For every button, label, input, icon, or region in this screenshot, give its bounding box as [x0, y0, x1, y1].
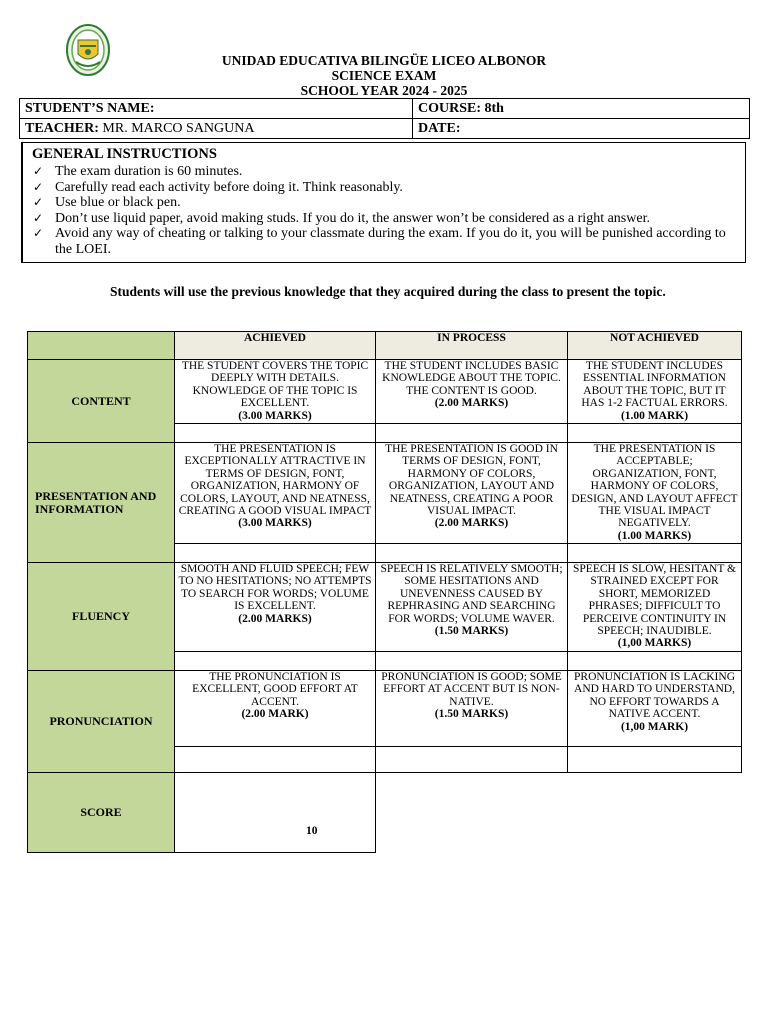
marks-label: (1.50 MARKS): [434, 708, 509, 721]
marks-label: (3.00 MARKS): [238, 409, 312, 422]
instruction-text: Avoid any way of cheating or talking to your classmate during the exam. If you do it, you will be punished according to the LOEI.: [55, 226, 726, 257]
descriptor-text: THE PRONUNCIATION IS EXCELLENT, GOOD EFFORT AT ACCENT.: [192, 671, 358, 708]
rubric-cell: [376, 563, 568, 652]
mark-entry-cell[interactable]: [568, 424, 742, 443]
school-name: UNIDAD EDUCATIVA BILINGÜE LICEO ALBONOR: [221, 53, 547, 68]
marks-label: (1,00 MARKS): [617, 637, 692, 650]
empty-cell: [568, 773, 742, 853]
instruction-text: The exam duration is 60 minutes.: [55, 164, 243, 179]
instructions-title: GENERAL INSTRUCTIONS: [32, 146, 217, 162]
general-instructions-box: [21, 142, 746, 263]
mark-entry-cell[interactable]: [175, 652, 376, 671]
criterion-content: CONTENT: [28, 360, 175, 443]
mark-entry-cell[interactable]: [568, 544, 742, 563]
score-total: 10: [306, 825, 318, 837]
mark-entry-cell[interactable]: [568, 747, 742, 773]
instructions-list: [33, 164, 741, 257]
rubric-cell: [376, 443, 568, 544]
score-label: SCORE: [28, 773, 175, 853]
rubric-cell: [376, 360, 568, 424]
descriptor-text: SPEECH IS RELATIVELY SMOOTH; SOME HESITATIONS AND UNEVENNESS CAUSED BY REPHRASING AND SEARCHING FOR WORDS; VOLUME WAVER.: [380, 563, 563, 625]
check-mark-icon: ✓: [33, 195, 44, 209]
marks-label: (3.00 MARKS): [238, 517, 312, 530]
instruction-item: [33, 226, 741, 257]
header-achieved: ACHIEVED: [175, 332, 376, 360]
rubric-cell: [175, 563, 376, 652]
instruction-text: Don’t use liquid paper, avoid making studs. If you do it, the answer won’t be considered as a right answer.: [55, 210, 650, 226]
marks-label: (1.00 MARK): [620, 409, 689, 422]
score-entry-cell[interactable]: [175, 773, 376, 853]
instruction-item: [33, 164, 741, 180]
check-mark-icon: ✓: [33, 164, 44, 178]
mark-entry-cell[interactable]: [376, 544, 568, 563]
student-name-label: STUDENT’S NAME:: [25, 101, 155, 116]
descriptor-text: THE STUDENT INCLUDES ESSENTIAL INFORMATION ABOUT THE TOPIC, BUT IT HAS 1-2 FACTUAL ERRORS.: [581, 360, 728, 410]
instruction-item: [33, 211, 741, 227]
course-field: [413, 99, 750, 119]
mark-entry-cell[interactable]: [175, 424, 376, 443]
header-in-process: IN PROCESS: [376, 332, 568, 360]
check-mark-icon: ✓: [33, 210, 44, 225]
date-field[interactable]: [413, 119, 750, 139]
teacher-label: TEACHER:: [25, 121, 99, 136]
descriptor-text: SPEECH IS SLOW, HESITANT & STRAINED EXCEPT FOR SHORT, MEMORIZED PHRASES; DIFFICULT TO PERCEIVE CONTINUITY IN SPEECH; INAUDIBLE.: [573, 563, 736, 638]
rubric-cell: [175, 671, 376, 747]
mark-entry-cell[interactable]: [568, 652, 742, 671]
mark-entry-cell[interactable]: [175, 544, 376, 563]
marks-label: (2.00 MARKS): [434, 517, 509, 530]
marks-label: (2.00 MARKS): [434, 397, 509, 410]
rubric-corner-cell: [28, 332, 175, 360]
course-label: COURSE: 8th: [418, 101, 504, 116]
criterion-presentation: PRESENTATION AND INFORMATION: [28, 443, 175, 563]
instruction-text: Use blue or black pen.: [55, 195, 181, 210]
rubric-cell: [568, 360, 742, 424]
instruction-item: [33, 195, 741, 211]
descriptor-text: SMOOTH AND FLUID SPEECH; FEW TO NO HESITATIONS; NO ATTEMPTS TO SEARCH FOR WORDS; VOLUME IS EXCELLENT.: [178, 563, 372, 613]
instruction-text: Carefully read each activity before doing it. Think reasonably.: [55, 179, 403, 195]
descriptor-text: THE PRESENTATION IS GOOD IN TERMS OF DESIGN, FONT, HARMONY OF COLORS, ORGANIZATION, LAYOUT AND NEATNESS, CREATING A POOR VISUAL IMPACT.: [385, 443, 558, 518]
marks-label: (1,00 MARK): [620, 720, 689, 733]
check-mark-icon: ✓: [33, 226, 44, 240]
exam-title: SCIENCE EXAM: [331, 68, 437, 83]
criterion-fluency: FLUENCY: [28, 563, 175, 671]
teacher-name: MR. MARCO SANGUNA: [102, 121, 255, 136]
marks-label: (2.00 MARK): [241, 708, 309, 721]
rubric-cell: [175, 360, 376, 424]
instruction-item: [33, 180, 741, 196]
rubric-table: [27, 331, 742, 853]
descriptor-text: THE STUDENT COVERS THE TOPIC DEEPLY WITH DETAILS. KNOWLEDGE OF THE TOPIC IS EXCELLENT.: [181, 360, 369, 410]
date-label: DATE:: [418, 121, 461, 136]
descriptor-text: THE STUDENT INCLUDES BASIC KNOWLEDGE ABOUT THE TOPIC. THE CONTENT IS GOOD.: [382, 360, 561, 397]
teacher-field: [20, 119, 413, 139]
task-intro: Students will use the previous knowledge that they acquired during the class to present the topic.: [110, 284, 666, 299]
criterion-pronunciation: PRONUNCIATION: [28, 671, 175, 773]
descriptor-text: PRONUNCIATION IS LACKING AND HARD TO UNDERSTAND, NO EFFORT TOWARDS A NATIVE ACCENT.: [574, 671, 735, 721]
marks-label: (1.50 MARKS): [434, 625, 509, 638]
header-not-achieved: NOT ACHIEVED: [568, 332, 742, 360]
rubric-cell: [568, 671, 742, 747]
student-name-field[interactable]: [20, 99, 413, 119]
student-info-table: [19, 98, 750, 139]
rubric-cell: [568, 443, 742, 544]
check-mark-icon: ✓: [33, 179, 44, 194]
rubric-cell: [376, 671, 568, 747]
mark-entry-cell[interactable]: [376, 424, 568, 443]
rubric-cell: [568, 563, 742, 652]
mark-entry-cell[interactable]: [376, 747, 568, 773]
marks-label: (1.00 MARKS): [617, 529, 692, 542]
mark-entry-cell[interactable]: [175, 747, 376, 773]
marks-label: (2.00 MARKS): [238, 612, 312, 625]
mark-entry-cell[interactable]: [376, 652, 568, 671]
empty-cell: [376, 773, 568, 853]
descriptor-text: PRONUNCIATION IS GOOD; SOME EFFORT AT ACCENT BUT IS NON-NATIVE.: [381, 671, 562, 708]
rubric-cell: [175, 443, 376, 544]
descriptor-text: THE PRESENTATION IS ACCEPTABLE; ORGANIZATION, FONT, HARMONY OF COLORS, DESIGN, AND LAYOUT AFFECT THE VISUAL IMPACT NEGATIVELY.: [571, 443, 738, 530]
school-year: SCHOOL YEAR 2024 - 2025: [300, 83, 468, 98]
descriptor-text: THE PRESENTATION IS EXCEPTIONALLY ATTRACTIVE IN TERMS OF DESIGN, FONT, ORGANIZATION, HARMONY OF COLORS, LAYOUT, AND NEATNESS, CREATING A GOOD VISUAL IMPACT: [178, 443, 372, 518]
